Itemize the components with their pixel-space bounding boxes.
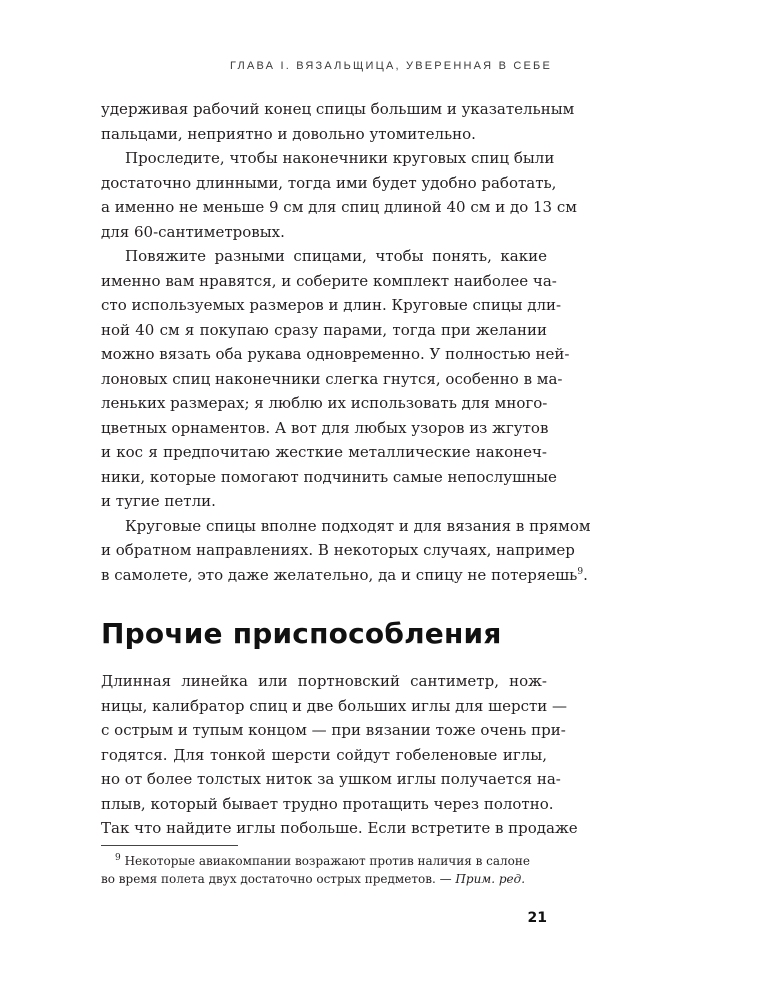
footnote-divider bbox=[101, 845, 238, 846]
text-fragment: в самолете, это даже желательно, да и спицу не потеряешь bbox=[101, 565, 578, 584]
text-line: Проследите, чтобы наконечники круговых спиц были bbox=[125, 149, 555, 167]
text-line: ницы, калибратор спиц и две больших иглы для шерсти — bbox=[101, 696, 568, 715]
text-line: лоновых спиц наконечники слегка гнутся, особенно в ма- bbox=[101, 369, 563, 388]
text-line: плыв, который бывает трудно протащить через полотно. bbox=[101, 794, 554, 813]
text-line: и тугие петли. bbox=[101, 492, 216, 510]
editor-note: Прим. ред. bbox=[455, 872, 526, 886]
text-line: сто используемых размеров и длин. Круговые спицы дли- bbox=[101, 296, 562, 314]
page-number: 21 bbox=[527, 910, 547, 926]
text-line: для 60-сантиметровых. bbox=[101, 222, 285, 241]
paragraph bbox=[101, 97, 575, 146]
text-line: ники, которые помогают подчинить самые непослушные bbox=[101, 467, 557, 486]
footnote-number: 9 bbox=[115, 853, 121, 863]
paragraph bbox=[101, 514, 591, 588]
footnote bbox=[101, 852, 547, 888]
paragraph bbox=[101, 669, 578, 841]
text-line: достаточно длинными, тогда ими будет удобно работать, bbox=[101, 173, 557, 192]
text-line: но от более толстых ниток за ушком иглы получается на- bbox=[101, 770, 561, 788]
text-line: и кос я предпочитаю жесткие металлические наконеч- bbox=[101, 443, 547, 461]
footnote-text: Некоторые авиакомпании возражают против наличия в салоне bbox=[124, 854, 530, 868]
footnote-reference[interactable]: 9 bbox=[577, 566, 584, 577]
text-line: и обратном направлениях. В некоторых случаях, например bbox=[101, 541, 575, 559]
text-line: годятся. Для тонкой шерсти сойдут гобеленовые иглы, bbox=[101, 745, 547, 764]
text-line: пальцами, неприятно и довольно утомительно. bbox=[101, 124, 476, 143]
text-line: леньких размерах; я люблю их использовать для много- bbox=[101, 394, 548, 412]
text-line: можно вязать оба рукава одновременно. У полностью ней- bbox=[101, 345, 570, 363]
footnote-line bbox=[101, 870, 547, 888]
text-line: удерживая рабочий конец спицы большим и указательным bbox=[101, 100, 575, 118]
text-line: Круговые спицы вполне подходят и для вязания в прямом bbox=[125, 516, 591, 535]
body-text bbox=[101, 97, 591, 587]
text-line: именно вам нравятся, и соберите комплект наиболее ча- bbox=[101, 271, 557, 290]
paragraph bbox=[101, 244, 570, 514]
text-line: а именно не меньше 9 см для спиц длиной 40 см и до 13 см bbox=[101, 198, 577, 216]
text-fragment: . bbox=[583, 565, 588, 584]
text-line: с острым и тупым концом — при вязании тоже очень при- bbox=[101, 721, 566, 739]
text-line: Длинная линейка или портновский сантиметр, нож- bbox=[101, 672, 547, 690]
text-line: цветных орнаментов. А вот для любых узоров из жгутов bbox=[101, 418, 549, 437]
text-line: Повяжите разными спицами, чтобы понять, какие bbox=[125, 247, 547, 265]
text-line bbox=[101, 563, 588, 588]
footnote-line bbox=[101, 852, 547, 870]
text-line: ной 40 см я покупаю сразу парами, тогда при желании bbox=[101, 320, 547, 339]
section-heading: Прочие приспособления bbox=[101, 617, 502, 650]
footnote-text: во время полета двух достаточно острых предметов. — bbox=[101, 872, 456, 886]
running-head: ГЛАВА I. ВЯЗАЛЬЩИЦА, УВЕРЕННАЯ В СЕБЕ bbox=[230, 60, 552, 72]
section-body-text bbox=[101, 669, 578, 841]
text-line: Так что найдите иглы побольше. Если встретите в продаже bbox=[101, 819, 578, 837]
paragraph bbox=[101, 146, 577, 244]
